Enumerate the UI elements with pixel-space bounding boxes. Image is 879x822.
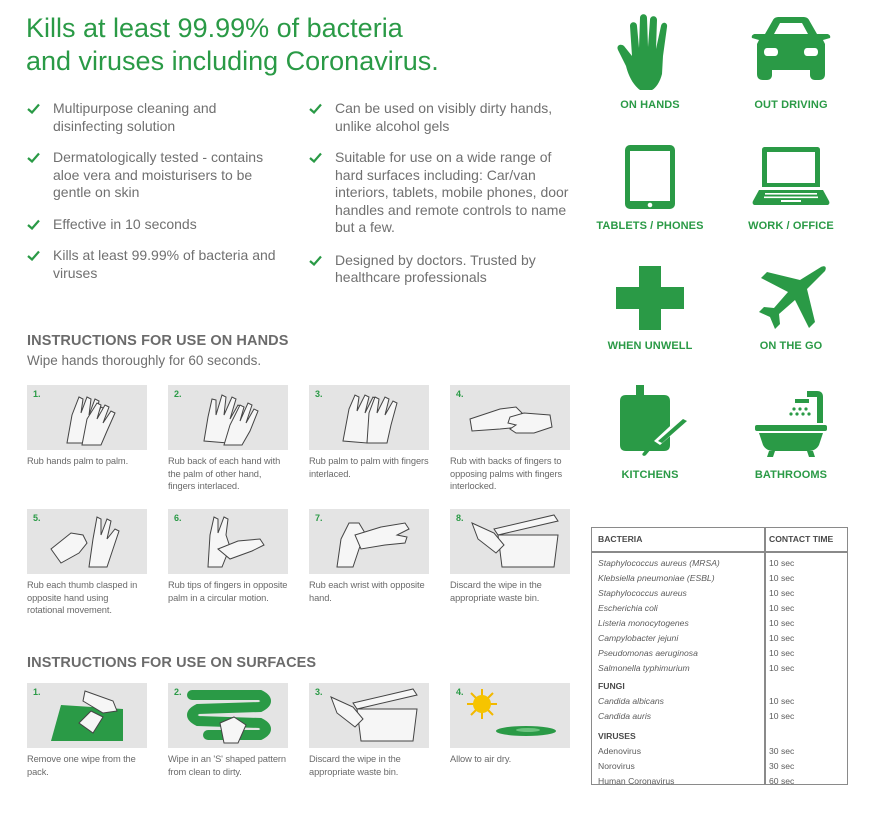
s-shaped-wipe-pattern-icon: [168, 683, 288, 748]
use-label: OUT DRIVING: [754, 99, 828, 111]
use-label: KITCHENS: [621, 469, 679, 481]
organism-name: Salmonella typhimurium: [598, 663, 690, 673]
check-icon: [309, 152, 322, 163]
hand-step: [450, 509, 570, 604]
benefits-left-list: [27, 100, 287, 296]
surface-step: [450, 683, 570, 766]
table-row: [598, 648, 843, 663]
benefit-item: [309, 252, 574, 287]
check-icon: [309, 255, 322, 266]
hands-palm-to-palm-icon: [27, 385, 147, 450]
organism-name: Campylobacter jejuni: [598, 633, 679, 643]
surface-step-illustration: [309, 683, 429, 748]
step-number: 1.: [33, 687, 41, 697]
headline: [26, 12, 586, 78]
contact-time: 10 sec: [769, 618, 795, 628]
hand-step-illustration: [450, 509, 570, 574]
surfaces-section-title: INSTRUCTIONS FOR USE ON SURFACES: [27, 655, 317, 671]
hand-icon: [610, 12, 690, 92]
benefit-text: Can be used on visibly dirty hands, unlike alcohol gels: [335, 100, 553, 134]
hand-step: [168, 385, 288, 493]
hands-section-title: INSTRUCTIONS FOR USE ON HANDS: [27, 333, 289, 349]
contact-time: 10 sec: [769, 663, 795, 673]
waste-bin-icon: [450, 509, 570, 574]
surface-step-illustration: [450, 683, 570, 748]
hand-step-illustration: [168, 509, 288, 574]
organism-name: Klebsiella pneumoniae (ESBL): [598, 573, 715, 583]
table-row: [598, 761, 843, 776]
benefit-text: Effective in 10 seconds: [53, 215, 197, 232]
use-label: ON HANDS: [620, 99, 680, 111]
laptop-icon: [751, 143, 831, 209]
benefit-item: [27, 100, 287, 135]
headline-line-1: Kills at least 99.99% of bacteria: [26, 13, 403, 43]
surface-step-illustration: [168, 683, 288, 748]
step-number: 8.: [456, 513, 464, 523]
use-label: WORK / OFFICE: [748, 220, 834, 232]
check-icon: [27, 219, 40, 230]
tablet-icon: [620, 143, 680, 211]
surface-step: [27, 683, 147, 778]
step-number: 5.: [33, 513, 41, 523]
surface-step: [168, 683, 288, 778]
hand-step: [27, 509, 147, 617]
check-icon: [27, 103, 40, 114]
step-number: 3.: [315, 389, 323, 399]
benefits-right-list: [309, 100, 574, 301]
table-row: [598, 558, 843, 573]
headline-line-2: and viruses including Coronavirus.: [26, 46, 439, 76]
sun-air-dry-icon: [450, 683, 570, 748]
benefit-item: [27, 149, 287, 202]
table-row: [598, 633, 843, 648]
hands-back-of-hand-icon: [168, 385, 288, 450]
hand-step: [27, 385, 147, 468]
surface-step-illustration: [27, 683, 147, 748]
table-divider: [592, 551, 847, 553]
step-number: 4.: [456, 687, 464, 697]
contact-time: 30 sec: [769, 746, 795, 756]
hand-step: [309, 509, 429, 604]
benefit-text: Multipurpose cleaning and disinfecting solution: [53, 100, 217, 134]
step-number: 2.: [174, 687, 182, 697]
hand-step-illustration: [309, 385, 429, 450]
step-number: 2.: [174, 389, 182, 399]
step-caption: Discard the wipe in the appropriate waste bin.: [309, 754, 401, 777]
surface-step: [309, 683, 429, 778]
step-caption: Rub with backs of fingers to opposing palms with fingers interlocked.: [450, 456, 563, 491]
step-caption: Discard the wipe in the appropriate waste bin.: [450, 580, 542, 603]
check-icon: [27, 250, 40, 261]
step-caption: Rub palm to palm with fingers interlaced.: [309, 456, 429, 479]
organism-name: Norovirus: [598, 761, 635, 771]
organism-name: Staphylococcus aureus (MRSA): [598, 558, 720, 568]
use-label: BATHROOMS: [754, 469, 828, 481]
step-number: 1.: [33, 389, 41, 399]
contact-time: 30 sec: [769, 761, 795, 771]
table-row: [598, 588, 843, 603]
wipe-pack-icon: [27, 683, 147, 748]
step-number: 4.: [456, 389, 464, 399]
step-caption: Wipe in an 'S' shaped pattern from clean to dirty.: [168, 754, 286, 777]
table-row: [598, 618, 843, 633]
hands-fingers-interlaced-icon: [309, 385, 429, 450]
step-caption: Remove one wipe from the pack.: [27, 754, 136, 777]
hand-step: [309, 385, 429, 480]
table-row: [598, 663, 843, 678]
chopping-board-knife-icon: [610, 383, 690, 459]
step-caption: Allow to air dry.: [450, 754, 512, 764]
hand-step-illustration: [450, 385, 570, 450]
use-out-driving: [731, 12, 851, 111]
step-number: 6.: [174, 513, 182, 523]
benefit-text: Suitable for use on a wide range of hard surfaces including: Car/van interiors, tablets, mobile phones, door handles and remote controls to name but a few.: [335, 149, 569, 235]
hands-section-subtitle: Wipe hands thoroughly for 60 seconds.: [27, 353, 262, 368]
hands-fingers-interlocked-icon: [450, 385, 570, 450]
contact-time: 60 sec: [769, 776, 795, 786]
step-caption: Rub tips of fingers in opposite palm in a circular motion.: [168, 580, 288, 603]
table-row: [598, 711, 843, 726]
use-on-the-go: [731, 264, 851, 352]
medical-cross-icon: [614, 264, 686, 332]
benefit-text: Kills at least 99.99% of bacteria and viruses: [53, 247, 276, 281]
bathtub-icon: [751, 383, 831, 459]
use-when-unwell: [590, 264, 710, 352]
contact-time: 10 sec: [769, 603, 795, 613]
check-icon: [309, 103, 322, 114]
car-icon: [743, 12, 839, 92]
use-work-office: [731, 143, 851, 232]
use-kitchens: [590, 383, 710, 481]
contact-time: 10 sec: [769, 711, 795, 721]
table-group-label: VIRUSES: [598, 731, 636, 741]
use-bathrooms: [731, 383, 851, 481]
organism-name: Candida auris: [598, 711, 652, 721]
organism-name: Human Coronavirus: [598, 776, 675, 786]
hands-thumb-rotation-icon: [27, 509, 147, 574]
use-label: WHEN UNWELL: [607, 340, 693, 352]
hand-step-illustration: [27, 385, 147, 450]
use-tablets-phones: [590, 143, 710, 232]
organism-name: Escherichia coli: [598, 603, 658, 613]
benefit-text: Designed by doctors. Trusted by healthcare professionals: [335, 251, 536, 285]
table-header-organism: BACTERIA: [598, 534, 643, 544]
benefit-text: Dermatologically tested - contains aloe vera and moisturisers to be gentle on skin: [53, 149, 264, 200]
airplane-icon: [755, 264, 827, 332]
table-header-contact-time: CONTACT TIME: [769, 534, 834, 544]
contact-time: 10 sec: [769, 573, 795, 583]
contact-time: 10 sec: [769, 696, 795, 706]
hand-step-illustration: [309, 509, 429, 574]
organism-name: Candida albicans: [598, 696, 664, 706]
hands-wrist-rub-icon: [309, 509, 429, 574]
contact-time-table: [591, 527, 848, 785]
hand-step: [168, 509, 288, 604]
waste-bin-icon: [309, 683, 429, 748]
check-icon: [27, 152, 40, 163]
use-label: TABLETS / PHONES: [596, 220, 704, 232]
table-row: [598, 603, 843, 618]
table-row: [598, 746, 843, 761]
contact-time: 10 sec: [769, 558, 795, 568]
hand-step-illustration: [168, 385, 288, 450]
benefit-item: [309, 149, 574, 237]
step-number: 7.: [315, 513, 323, 523]
step-caption: Rub each wrist with opposite hand.: [309, 580, 425, 603]
contact-time: 10 sec: [769, 648, 795, 658]
organism-name: Adenovirus: [598, 746, 641, 756]
hand-step: [450, 385, 570, 493]
organism-name: Staphylococcus aureus: [598, 588, 687, 598]
contact-time: 10 sec: [769, 588, 795, 598]
table-group-label: FUNGI: [598, 681, 625, 691]
hands-fingertips-circular-icon: [168, 509, 288, 574]
step-number: 3.: [315, 687, 323, 697]
table-row: [598, 573, 843, 588]
hand-step-illustration: [27, 509, 147, 574]
organism-name: Listeria monocytogenes: [598, 618, 689, 628]
benefit-item: [27, 216, 287, 234]
table-row: [598, 776, 843, 791]
benefit-item: [27, 247, 287, 282]
step-caption: Rub each thumb clasped in opposite hand using rotational movement.: [27, 580, 138, 615]
organism-name: Pseudomonas aeruginosa: [598, 648, 698, 658]
use-label: ON THE GO: [759, 340, 823, 352]
contact-time: 10 sec: [769, 633, 795, 643]
table-row: [598, 696, 843, 711]
step-caption: Rub back of each hand with the palm of other hand, fingers interlaced.: [168, 456, 281, 491]
step-caption: Rub hands palm to palm.: [27, 456, 129, 466]
use-on-hands: [590, 12, 710, 111]
benefit-item: [309, 100, 574, 135]
